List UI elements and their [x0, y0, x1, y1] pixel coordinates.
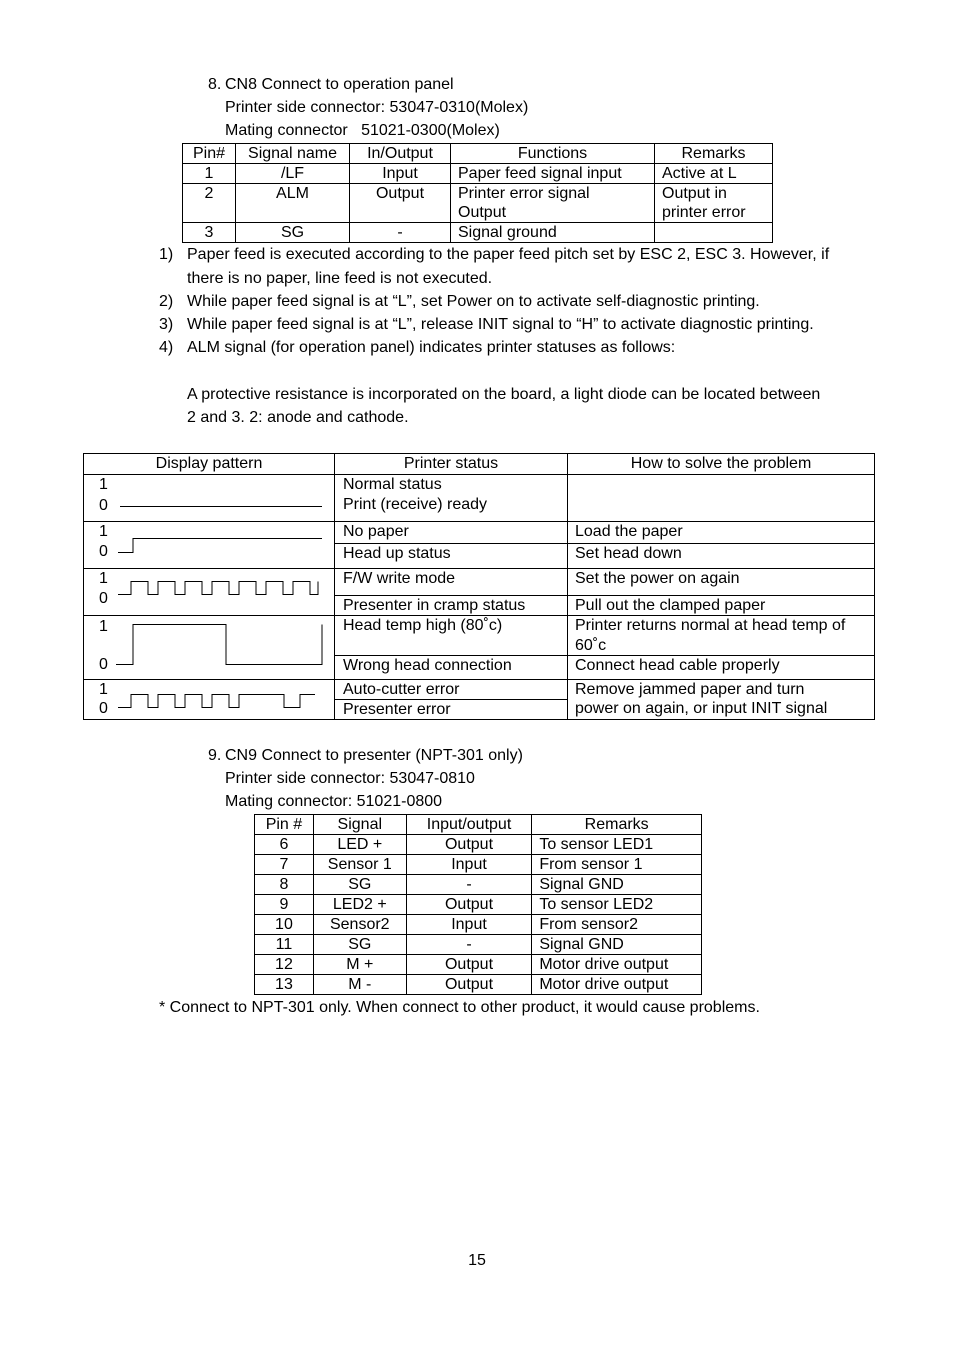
waveform-head-temp: [116, 625, 322, 665]
cell-pin: 11: [255, 935, 314, 955]
footnote: * Connect to NPT-301 only. When connect to other product, it would cause problems.: [159, 999, 760, 1016]
cell-io: Input: [350, 164, 451, 184]
status-head-temp-high: Head temp high (80˚c): [343, 617, 503, 634]
section-9-printer-side-connector: Printer side connector: 53047-0810: [225, 770, 475, 787]
cell-remarks: [655, 184, 773, 223]
header-remarks: Remarks: [655, 144, 773, 164]
cell-signal: LED2 +: [313, 895, 406, 915]
solve-load-paper: Load the paper: [575, 523, 683, 540]
section-9-heading: CN9 Connect to presenter (NPT-301 only): [225, 747, 523, 764]
section-8-printer-side-connector: Printer side connector: 53047-0310(Molex): [225, 99, 529, 116]
table-row: [255, 935, 702, 955]
level-low-label: 0: [99, 590, 108, 607]
cell-remarks: Motor drive output: [532, 955, 702, 975]
cell-function: Signal ground: [451, 223, 655, 243]
cell-io: -: [406, 935, 532, 955]
note-2-text: While paper feed signal is at “L”, set Power on to activate self-diagnostic printing.: [187, 293, 760, 310]
table-row: [183, 184, 773, 223]
table-row: [255, 855, 702, 875]
header-signal-name: Signal name: [236, 144, 350, 164]
level-low-label: 0: [99, 656, 108, 673]
cell-pin: 10: [255, 915, 314, 935]
status-presenter-cramp: Presenter in cramp status: [343, 597, 526, 614]
cell-remarks: To sensor LED2: [532, 895, 702, 915]
cell-io: -: [350, 223, 451, 243]
cell-function: Paper feed signal input: [451, 164, 655, 184]
cell-remarks: From sensor 1: [532, 855, 702, 875]
level-high-label: 1: [99, 570, 108, 587]
solve-head-temp-line1: Printer returns normal at head temp of: [575, 617, 846, 634]
table-row: [255, 915, 702, 935]
header-display-pattern: Display pattern: [155, 455, 263, 472]
table-header-row: [255, 815, 702, 835]
page-number: 15: [468, 1252, 486, 1269]
cell-function-line2: Output: [458, 204, 507, 221]
cell-remarks-line1: Output in: [662, 185, 727, 202]
table-row: [183, 223, 773, 243]
cell-io: Output: [406, 835, 532, 855]
level-low-label: 0: [99, 497, 108, 514]
header-in-output: In/Output: [350, 144, 451, 164]
table-row: [255, 835, 702, 855]
level-low-label: 0: [99, 700, 108, 717]
cell-signal: Sensor 1: [313, 855, 406, 875]
level-high-label: 1: [99, 681, 108, 698]
cell-signal: /LF: [236, 164, 350, 184]
level-high-label: 1: [99, 618, 108, 635]
cell-remarks: Motor drive output: [532, 975, 702, 995]
status-fw-write: F/W write mode: [343, 570, 456, 587]
status-print-ready: Print (receive) ready: [343, 496, 488, 513]
cell-function: [451, 184, 655, 223]
cell-pin: 13: [255, 975, 314, 995]
note-1-line2: there is no paper, line feed is not executed.: [187, 270, 493, 287]
section-8-mating-connector: Mating connector 51021-0300(Molex): [225, 122, 500, 139]
table-header-row: [183, 144, 773, 164]
header-pin: Pin#: [183, 144, 236, 164]
table-row: [255, 955, 702, 975]
cell-remarks: From sensor2: [532, 915, 702, 935]
cell-io: -: [406, 875, 532, 895]
cn9-pin-table: [254, 814, 702, 995]
status-head-up: Head up status: [343, 545, 451, 562]
cell-io: Output: [406, 895, 532, 915]
resistance-line1: A protective resistance is incorporated on the board, a light diode can be located between: [187, 386, 821, 403]
cell-signal: M -: [313, 975, 406, 995]
solve-connect-head-cable: Connect head cable properly: [575, 657, 780, 674]
note-1-number: 1): [159, 246, 174, 263]
cell-pin: 3: [183, 223, 236, 243]
cell-pin: 9: [255, 895, 314, 915]
cell-remarks: To sensor LED1: [532, 835, 702, 855]
cell-io: Output: [350, 184, 451, 223]
waveform-cutter-error: [118, 695, 315, 708]
table-row: [255, 875, 702, 895]
cell-pin: 1: [183, 164, 236, 184]
cell-remarks: [655, 223, 773, 243]
header-functions: Functions: [451, 144, 655, 164]
waveform-no-paper: [118, 539, 322, 553]
cell-pin: 7: [255, 855, 314, 875]
cell-signal: ALM: [236, 184, 350, 223]
cell-io: Output: [406, 955, 532, 975]
section-8-number: 8.: [208, 76, 222, 93]
table-row: [255, 975, 702, 995]
cell-remarks: Signal GND: [532, 875, 702, 895]
cell-pin: 2: [183, 184, 236, 223]
cell-signal: M +: [313, 955, 406, 975]
header-remarks: Remarks: [532, 815, 702, 835]
header-signal: Signal: [313, 815, 406, 835]
section-9-number: 9.: [208, 747, 222, 764]
note-1-line1: Paper feed is executed according to the paper feed pitch set by ESC 2, ESC 3. However, if: [187, 246, 830, 263]
status-auto-cutter-error: Auto-cutter error: [343, 681, 460, 698]
cell-signal: LED +: [313, 835, 406, 855]
table-row: [183, 164, 773, 184]
cell-pin: 12: [255, 955, 314, 975]
solve-head-temp-line2: 60˚c: [575, 637, 607, 654]
solve-remove-jammed-line2: power on again, or input INIT signal: [575, 700, 828, 717]
solve-remove-jammed-line1: Remove jammed paper and turn: [575, 681, 805, 698]
status-no-paper: No paper: [343, 523, 409, 540]
cell-signal: Sensor2: [313, 915, 406, 935]
solve-pull-out-paper: Pull out the clamped paper: [575, 597, 766, 614]
solve-power-on-again: Set the power on again: [575, 570, 740, 587]
cell-signal: SG: [236, 223, 350, 243]
note-3-text: While paper feed signal is at “L”, release INIT signal to “H” to activate diagnostic printing.: [187, 316, 814, 333]
level-high-label: 1: [99, 523, 108, 540]
cell-io: Input: [406, 915, 532, 935]
note-2-number: 2): [159, 293, 174, 310]
cell-function-line1: Printer error signal: [458, 185, 590, 202]
cell-pin: 8: [255, 875, 314, 895]
header-how-to-solve: How to solve the problem: [630, 455, 812, 472]
status-normal: Normal status: [343, 476, 442, 493]
cell-io: Input: [406, 855, 532, 875]
resistance-line2: 2 and 3. 2: anode and cathode.: [187, 409, 409, 426]
cell-remarks: Signal GND: [532, 935, 702, 955]
waveform-fw-write: [118, 582, 318, 595]
header-pin: Pin #: [255, 815, 314, 835]
cn8-pin-table: [182, 143, 773, 243]
note-3-number: 3): [159, 316, 174, 333]
status-presenter-error: Presenter error: [343, 701, 451, 718]
table-row: [255, 895, 702, 915]
header-printer-status: Printer status: [403, 455, 499, 472]
header-input-output: Input/output: [406, 815, 532, 835]
cell-remarks-line2: printer error: [662, 204, 746, 221]
solve-head-down: Set head down: [575, 545, 682, 562]
status-wrong-head-connection: Wrong head connection: [343, 657, 512, 674]
cell-pin: 6: [255, 835, 314, 855]
section-9-mating-connector: Mating connector: 51021-0800: [225, 793, 443, 810]
cell-signal: SG: [313, 935, 406, 955]
level-low-label: 0: [99, 543, 108, 560]
section-8-heading: CN8 Connect to operation panel: [225, 76, 454, 93]
cell-remarks: Active at L: [655, 164, 773, 184]
cell-io: Output: [406, 975, 532, 995]
cell-signal: SG: [313, 875, 406, 895]
note-4-text: ALM signal (for operation panel) indicates printer statuses as follows:: [187, 339, 676, 356]
note-4-number: 4): [159, 339, 174, 356]
level-high-label: 1: [99, 476, 108, 493]
